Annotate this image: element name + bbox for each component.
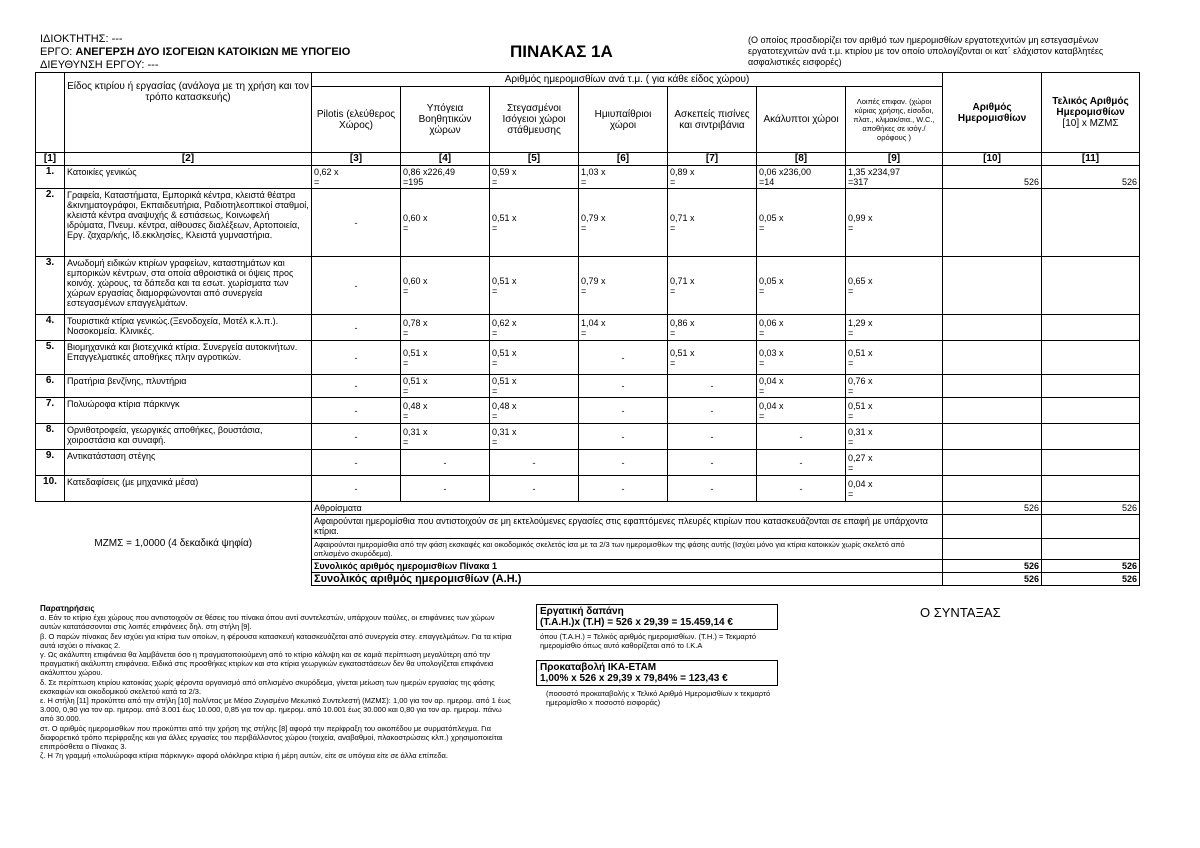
row-cell-c5: - bbox=[490, 476, 579, 502]
labor-cost-note: όπου (Τ.Α.Η.) = Τελικός αριθμός ημερομισθίων. (Τ.Η.) = Τεκμαρτό ημερομίσθιο όπως αυτό καθορίζεται από το Ι.Κ.Α bbox=[540, 632, 757, 650]
header-final-title: Τελικός Αριθμός Ημερομισθίων bbox=[1052, 96, 1129, 118]
row-number: 9. bbox=[36, 450, 65, 476]
project-name: ΑΝΕΓΕΡΣΗ ΔΥΟ ΙΣΟΓΕΙΩΝ ΚΑΤΟΙΚΙΩΝ ΜΕ ΥΠΟΓΕΙΟ bbox=[75, 46, 351, 58]
row-cell-c6: - bbox=[579, 375, 668, 398]
header-other: Λοιπές επιφαν. (χώροι κύριας χρήσης, είσοδοι, πλατ., κλιμακ/σια., W.C., αποθήκες σε ισόγ./ορόφους ) bbox=[846, 87, 943, 153]
row-days bbox=[943, 341, 1042, 375]
labor-cost-title: Εργατική δαπάνη bbox=[540, 606, 624, 617]
table-row bbox=[36, 166, 1140, 189]
notes bbox=[40, 604, 515, 760]
row-cell-c9: 0,65 x = bbox=[846, 257, 943, 315]
row-final-days bbox=[1042, 476, 1140, 502]
row-number: 3. bbox=[36, 257, 65, 315]
main-table bbox=[35, 72, 1140, 586]
row-cell-c8: 0,04 x = bbox=[757, 398, 846, 424]
note-item: β. Ο παρών πίνακας δεν ισχύει για κτίρια των οποίων, η φέρουσα κατασκευή κατασκευάζεται από συνεργεία στεγ. επαγγελμάτων. Για τα κτίρια αυτά ισχύει ο πίνακας 2. bbox=[40, 631, 512, 650]
row-cell-c7: 0,51 x = bbox=[668, 341, 757, 375]
row-cell-c8: - bbox=[757, 476, 846, 502]
column-number: [6] bbox=[579, 153, 668, 166]
row-cell-c4: 0,31 x = bbox=[401, 424, 490, 450]
summary-final-days: 526 bbox=[1042, 573, 1140, 586]
row-cell-c6: 1,04 x = bbox=[579, 315, 668, 341]
header-cell-no bbox=[36, 73, 65, 153]
note-item: ε. Η στήλη [11] προκύπτει από την στήλη [10] πολ/ντας με Μέσο Ζυγισμένο Μειωτικό Συντελεστή (ΜΖΜΣ): 1,00 για τον αρ. ημερομ. από 1 έως 3.000, 0,90 για τον αρ. ημερομ. από 3.001 έως 10.000, 0,85 για τον αρ. ημερομ. από 10.001 έως 30.000 και 0,80 για τον αρ. ημερομ. πάνω από 30.000. bbox=[40, 696, 511, 724]
note-item: ζ. Η 7η γραμμή «πολυώροφα κτίρια πάρκινγκ» αφορά ολόκληρα κτίρια ή μέρη αυτών, είτε σε υπόγεια είτε σε άλλα επίπεδα. bbox=[40, 751, 448, 761]
row-cell-c4: 0,51 x = bbox=[401, 341, 490, 375]
row-description: Ανωδομή ειδικών κτιρίων γραφείων, καταστημάτων και εμπορικών κέντρων, στα οποία αθροιστικά οι όψεις προς κοινόχ. χώρους, τα δάπεδα και τα εσωτ. χωρίσματα των χώρων εργασίας διαμορφώνονται από συνεργεία εστεγασμένων επαγγελμάτων. bbox=[65, 257, 312, 315]
row-cell-c9: 0,27 x = bbox=[846, 450, 943, 476]
row-cell-c6: - bbox=[579, 398, 668, 424]
note-item: α. Εάν το κτίριο έχει χώρους που αντιστοιχούν σε θέσεις του πίνακα όπου αντί συντελεστών, υπάρχουν παύλες, οι επιφάνειες των χώρων αυτών κατατάσσονται στις λοιπές επιφάνειες δηλ. στη στήλη [9]. bbox=[40, 613, 495, 632]
row-final-days bbox=[1042, 315, 1140, 341]
row-cell-c7: - bbox=[668, 476, 757, 502]
row-cell-c8: 0,06 x = bbox=[757, 315, 846, 341]
row-cell-c4: 0,60 x = bbox=[401, 257, 490, 315]
summary-label: Συνολικός αριθμός ημερομισθίων Πίνακα 1 bbox=[312, 560, 943, 573]
header-info bbox=[40, 33, 350, 72]
row-cell-c3: - bbox=[312, 476, 401, 502]
row-cell-c7: 0,86 x = bbox=[668, 315, 757, 341]
row-cell-c5: 0,59 x = bbox=[490, 166, 579, 189]
row-days bbox=[943, 257, 1042, 315]
row-cell-c3: 0,62 x = bbox=[312, 166, 401, 189]
table-row bbox=[36, 189, 1140, 257]
row-final-days bbox=[1042, 450, 1140, 476]
note-item: δ. Σε περίπτωση κτιρίου κατοικίας χωρίς φέροντα οργανισμό από οπλισμένο σκυρόδεμα, γίνεται μείωση των ημερών εργασίας της φάσης εκσκαφών και οικοδομικού σκελετού κατά τα 2/3. bbox=[40, 677, 495, 696]
row-final-days bbox=[1042, 375, 1140, 398]
row-number: 1. bbox=[36, 166, 65, 189]
row-cell-c7: - bbox=[668, 398, 757, 424]
row-description: Ορνιθοτροφεία, γεωργικές αποθήκες, βουστάσια, χοιροστάσια και συναφή. bbox=[65, 424, 312, 450]
column-number: [7] bbox=[668, 153, 757, 166]
row-description: Γραφεία, Καταστήματα, Εμπορικά κέντρα, κλειστά θέατρα &κινηματογράφοι, Εκπαιδευτήρια, Ραδιοτηλεοπτικοί σταθμοί, κλειστά κέντρα αναψυχής & εστιάσεως, Κοινωφελή ιδρύματα, Πνευμ. κέντρα, αίθουσες διαλέξεων, Αρτοποιεία, Εργ. ζαχαρ/κής, Ιδ.εκκλησίες, Κλειστά γυμναστήρια. bbox=[65, 189, 312, 257]
ika-box bbox=[536, 660, 778, 686]
row-cell-c8: 0,04 x = bbox=[757, 375, 846, 398]
row-cell-c6: - bbox=[579, 341, 668, 375]
row-cell-c6: 0,79 x = bbox=[579, 257, 668, 315]
summary-row bbox=[36, 502, 1140, 515]
column-number-row bbox=[36, 153, 1140, 166]
summary-label: Αφαιρούνται ημερομίσθια που αντιστοιχούν σε μη εκτελούμενες εργασίες στις εφαπτόμενες πλευρές κτιρίων που κατασκευάζονται σε επαφή με υπάρχοντα κτίρια. bbox=[312, 515, 943, 539]
row-final-days bbox=[1042, 257, 1140, 315]
row-days bbox=[943, 476, 1042, 502]
row-cell-c3: - bbox=[312, 375, 401, 398]
summary-label: Αφαιρούνται ημερομίσθια από την φάση εκσκαφές και οικοδομικός σκελετός ίσα με τα 2/3 των ημερομισθίων της φάσης αυτής (Ισχύει μόνο για κτίρια κατοικιών χωρίς σκελετό από οπλισμένο σκυρόδεμα). bbox=[312, 539, 943, 560]
header-pools: Ασκεπείς πισίνες και σιντριβάνια bbox=[668, 87, 757, 153]
table-row bbox=[36, 341, 1140, 375]
row-cell-c4: 0,60 x = bbox=[401, 189, 490, 257]
row-cell-c3: - bbox=[312, 315, 401, 341]
table-row bbox=[36, 450, 1140, 476]
row-cell-c9: 0,99 x = bbox=[846, 189, 943, 257]
labor-cost-formula: (Τ.Α.Η.)x (Τ.Η) = 526 x 29,39 = 15.459,14 € bbox=[540, 617, 733, 628]
row-number: 6. bbox=[36, 375, 65, 398]
row-final-days bbox=[1042, 398, 1140, 424]
header-basement: Υπόγεια Βοηθητικών χώρων bbox=[401, 87, 490, 153]
row-days bbox=[943, 189, 1042, 257]
row-cell-c5: 0,51 x = bbox=[490, 257, 579, 315]
row-cell-c4: 0,78 x = bbox=[401, 315, 490, 341]
notes-title: Παρατηρήσεις bbox=[40, 604, 95, 613]
row-cell-c4: 0,48 x = bbox=[401, 398, 490, 424]
owner-line: ΙΔΙΟΚΤΗΤΗΣ: --- bbox=[40, 33, 123, 45]
labor-cost-box bbox=[536, 604, 778, 630]
row-description: Πρατήρια βενζίνης, πλυντήρια bbox=[65, 375, 312, 398]
page-title: ΠΙΝΑΚΑΣ 1Α bbox=[510, 42, 613, 61]
row-cell-c5: 0,62 x = bbox=[490, 315, 579, 341]
row-number: 8. bbox=[36, 424, 65, 450]
header-uncovered: Ακάλυπτοι χώροι bbox=[757, 87, 846, 153]
row-final-days bbox=[1042, 189, 1140, 257]
row-cell-c7: 0,71 x = bbox=[668, 189, 757, 257]
header-covered-parking: Στεγασμένοι Ισόγειοι χώροι στάθμευσης bbox=[490, 87, 579, 153]
column-number: [9] bbox=[846, 153, 943, 166]
row-days bbox=[943, 398, 1042, 424]
row-cell-c9: 0,76 x = bbox=[846, 375, 943, 398]
row-description: Πολυώροφα κτίρια πάρκινγκ bbox=[65, 398, 312, 424]
row-number: 7. bbox=[36, 398, 65, 424]
mzms-label: ΜΖΜΣ = 1,0000 (4 δεκαδικά ψηφία) bbox=[94, 537, 253, 549]
row-cell-c5: 0,48 x = bbox=[490, 398, 579, 424]
row-cell-c7: - bbox=[668, 375, 757, 398]
summary-days: 526 bbox=[943, 502, 1042, 515]
row-cell-c3: - bbox=[312, 424, 401, 450]
column-number: [11] bbox=[1042, 153, 1140, 166]
row-number: 2. bbox=[36, 189, 65, 257]
notes-list bbox=[40, 613, 515, 760]
row-cell-c3: - bbox=[312, 257, 401, 315]
header-final bbox=[1042, 73, 1140, 153]
row-cell-c9: 1,35 x234,97 =317 bbox=[846, 166, 943, 189]
table-row bbox=[36, 398, 1140, 424]
header-semi-outdoor: Ημιυπαίθριοι χώροι bbox=[579, 87, 668, 153]
row-cell-c8: 0,05 x = bbox=[757, 189, 846, 257]
column-number: [1] bbox=[36, 153, 65, 166]
row-number: 5. bbox=[36, 341, 65, 375]
row-cell-c3: - bbox=[312, 189, 401, 257]
row-cell-c5: 0,51 x = bbox=[490, 189, 579, 257]
summary-days bbox=[943, 515, 1042, 539]
table-row bbox=[36, 424, 1140, 450]
row-cell-c3: - bbox=[312, 450, 401, 476]
summary-final-days bbox=[1042, 539, 1140, 560]
table-row bbox=[36, 375, 1140, 398]
signer: Ο ΣΥΝΤΑΞΑΣ bbox=[920, 605, 1001, 620]
header-final-formula: [10] x ΜΖΜΣ bbox=[1062, 118, 1119, 129]
row-description: Κατεδαφίσεις (με μηχανικά μέσα) bbox=[65, 476, 312, 502]
ika-note: (ποσοστό προκαταβολής x Τελικό Αριθμό Ημερομισθίων x τεκμαρτό ημερομίσθιο x ποσοστό εισφοράς) bbox=[546, 689, 771, 707]
header-pilotis: Pilotis (ελεύθερος Χώρος) bbox=[312, 87, 401, 153]
summary-label: Συνολικός αριθμός ημερομισθίων (Α.Η.) bbox=[312, 573, 943, 586]
header-building-type: Είδος κτιρίου ή εργασίας (ανάλογα με τη χρήση και τον τρόπο κατασκευής) bbox=[65, 73, 312, 153]
row-days bbox=[943, 315, 1042, 341]
row-cell-c9: 0,51 x = bbox=[846, 341, 943, 375]
supervisor-line: ΔΙΕΥΘΥΝΣΗ ΕΡΓΟΥ: --- bbox=[40, 59, 159, 71]
row-cell-c9: 0,04 x = bbox=[846, 476, 943, 502]
summary-days: 526 bbox=[943, 573, 1042, 586]
row-days: 526 bbox=[943, 166, 1042, 189]
table-row bbox=[36, 257, 1140, 315]
row-cell-c4: 0,86 x226,49 =195 bbox=[401, 166, 490, 189]
column-number: [2] bbox=[65, 153, 312, 166]
row-final-days: 526 bbox=[1042, 166, 1140, 189]
column-number: [3] bbox=[312, 153, 401, 166]
row-description: Τουριστικά κτίρια γενικώς.(Ξενοδοχεία, Μοτέλ κ.λ.π.). Νοσοκομεία. Κλινικές. bbox=[65, 315, 312, 341]
note-item: γ. Ως ακάλυπτη επιφάνεια θα λαμβάνεται όσο η πραγματοποιούμενη από το κτίριο κάλυψη και σε καμιά περίπτωση μεγαλύτερη από την πραγματική ακάλυπτη επιφάνεια. Ειδικά στις προσθήκες κτιρίων και στα κτίρια γεωργικών εγκαταστάσεων δεν θα υπολογίζεται επιφάνεια ακάλυπτου χώρου. bbox=[40, 650, 494, 678]
row-cell-c6: 1,03 x = bbox=[579, 166, 668, 189]
row-cell-c9: 1,29 x = bbox=[846, 315, 943, 341]
column-number: [8] bbox=[757, 153, 846, 166]
row-final-days bbox=[1042, 424, 1140, 450]
row-cell-c9: 0,31 x = bbox=[846, 424, 943, 450]
summary-final-days: 526 bbox=[1042, 502, 1140, 515]
row-cell-c3: - bbox=[312, 398, 401, 424]
table-row bbox=[36, 476, 1140, 502]
row-number: 4. bbox=[36, 315, 65, 341]
project-line bbox=[40, 46, 350, 59]
row-days bbox=[943, 450, 1042, 476]
row-cell-c7: - bbox=[668, 424, 757, 450]
header-group: Αριθμός ημερομισθίων ανά τ.μ. ( για κάθε είδος χώρου) bbox=[312, 73, 943, 87]
ika-title: Προκαταβολή ΙΚΑ-ΕΤΑΜ bbox=[540, 662, 657, 673]
row-cell-c6: - bbox=[579, 476, 668, 502]
row-cell-c6: 0,79 x = bbox=[579, 189, 668, 257]
row-days bbox=[943, 375, 1042, 398]
note-item: στ. Ο αριθμός ημερομισθίων που προκύπτει από την χρήση της στήλης [8] αφορά την περίφραξη του οικοπέδου με συρματόπλεγμα. Για διαφορετικό τρόπο περίφραξης και για άλλες εργασίες του περιβάλλοντος χώρου (τοιχεία, αναβαθμοί, πλακοστρώσεις κλπ.) χρησιμοποιείται επιπρόσθετα ο Πίνακας 3. bbox=[40, 723, 503, 752]
row-cell-c7: 0,71 x = bbox=[668, 257, 757, 315]
header-days: Αριθμός Ημερομισθίων bbox=[943, 73, 1042, 153]
row-cell-c4: 0,51 x = bbox=[401, 375, 490, 398]
summary-label: Αθροίσματα bbox=[312, 502, 943, 515]
row-cell-c7: 0,89 x = bbox=[668, 166, 757, 189]
row-cell-c5: 0,31 x = bbox=[490, 424, 579, 450]
row-cell-c6: - bbox=[579, 450, 668, 476]
row-cell-c7: - bbox=[668, 450, 757, 476]
summary-final-days bbox=[1042, 515, 1140, 539]
project-prefix: ΕΡΓΟ: bbox=[40, 46, 76, 58]
row-cell-c8: 0,05 x = bbox=[757, 257, 846, 315]
table-description: (Ο οποίος προσδιορίζει τον αριθμό των ημερομισθίων εργατοτεχνιτών μη εστεγασμένων εργατοτεχνιτών ανά τ.μ. κτιρίου με τον οποίο υπολογίζονται οι κατ΄ ελάχιστον καταβλητέες ασφαλιστικές εισφορές) bbox=[748, 35, 1104, 67]
column-number: [4] bbox=[401, 153, 490, 166]
row-description: Κατοικίες γενικώς bbox=[65, 166, 312, 189]
row-description: Αντικατάσταση στέγης bbox=[65, 450, 312, 476]
table-row bbox=[36, 315, 1140, 341]
summary-days bbox=[943, 539, 1042, 560]
row-cell-c3: - bbox=[312, 341, 401, 375]
column-number: [10] bbox=[943, 153, 1042, 166]
summary-final-days: 526 bbox=[1042, 560, 1140, 573]
row-days bbox=[943, 424, 1042, 450]
row-cell-c9: 0,51 x = bbox=[846, 398, 943, 424]
row-cell-c4: - bbox=[401, 450, 490, 476]
row-cell-c5: - bbox=[490, 450, 579, 476]
row-cell-c8: 0,03 x = bbox=[757, 341, 846, 375]
ika-formula: 1,00% x 526 x 29,39 x 79,84% = 123,43 € bbox=[540, 673, 728, 684]
row-cell-c8: 0,06 x236,00 =14 bbox=[757, 166, 846, 189]
row-cell-c5: 0,51 x = bbox=[490, 375, 579, 398]
row-cell-c8: - bbox=[757, 450, 846, 476]
row-cell-c4: - bbox=[401, 476, 490, 502]
row-number: 10. bbox=[36, 476, 65, 502]
row-cell-c8: - bbox=[757, 424, 846, 450]
row-description: Βιομηχανικά και βιοτεχνικά κτίρια. Συνεργεία αυτοκινήτων. Επαγγελματικές αποθήκες πλην αγροτικών. bbox=[65, 341, 312, 375]
summary-days: 526 bbox=[943, 560, 1042, 573]
row-final-days bbox=[1042, 341, 1140, 375]
row-cell-c5: 0,51 x = bbox=[490, 341, 579, 375]
row-cell-c6: - bbox=[579, 424, 668, 450]
column-number: [5] bbox=[490, 153, 579, 166]
